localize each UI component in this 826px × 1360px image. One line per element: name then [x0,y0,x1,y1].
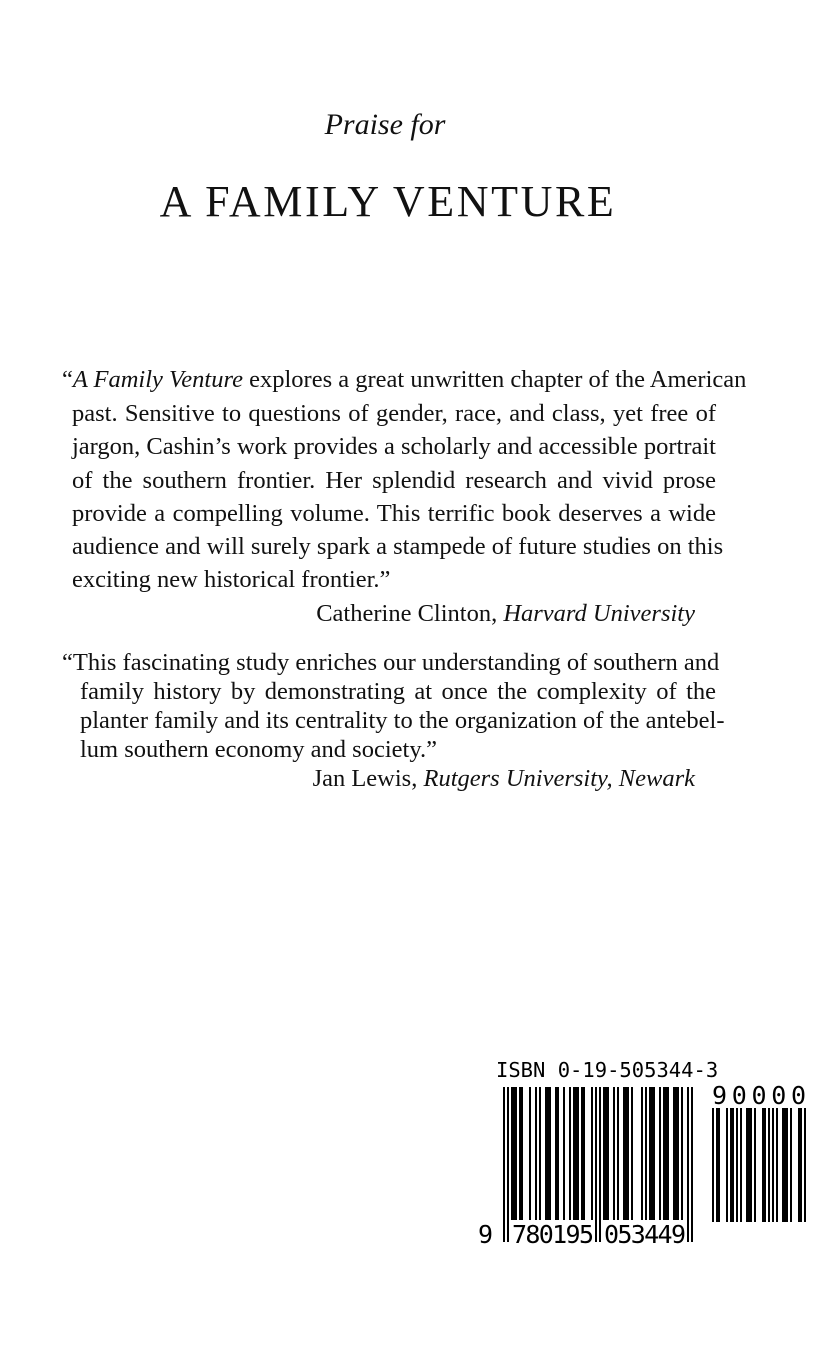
barcode-bar [581,1087,585,1220]
quote-line: lum southern economy and society.” [80,736,437,763]
barcode-bar [740,1108,742,1222]
barcode-bar [545,1087,551,1220]
barcode-bar [603,1087,609,1220]
quote-line: audience and will surely spark a stampede of future studies on this [72,533,724,560]
barcode-bar [762,1108,766,1222]
barcode-bar [663,1087,669,1220]
author-affiliation: Rutgers University, Newark [423,765,695,792]
barcode-bar [555,1087,559,1220]
quote-line: “This fascinating study enriches our understanding of southern and [62,649,720,676]
barcode-bar [772,1108,774,1222]
author-affiliation: Harvard University [503,600,695,627]
barcode-bar [539,1087,541,1220]
barcode-bar [736,1108,738,1222]
barcode-bar [623,1087,629,1220]
barcode-bar [519,1087,523,1220]
barcode-bar [511,1087,517,1220]
barcode-bar [712,1108,714,1222]
ean13-right-digits: 053449 [604,1220,686,1249]
barcode-bar [535,1087,537,1220]
barcode-bar [503,1087,505,1242]
barcode-bar [613,1087,615,1220]
barcode-bar [591,1087,593,1220]
quote-line: exciting new historical frontier.” [72,566,391,593]
barcode-bar [631,1087,633,1220]
barcode-bar [804,1108,806,1222]
barcode-bar [730,1108,734,1222]
barcode-bar [573,1087,579,1220]
barcode-bar [649,1087,655,1220]
barcode-bar [563,1087,565,1220]
barcode-bar [507,1087,509,1242]
barcode-bar [569,1087,571,1220]
barcode-bar [790,1108,792,1222]
barcode-bar [599,1087,601,1242]
quote-line: family history by demonstrating at once the complexity of the [80,678,716,705]
barcode-bar [776,1108,778,1222]
book-title-italic: A Family Venture [72,366,243,393]
quote-line: jargon, Cashin’s work provides a scholarly and accessible portrait [72,433,716,460]
ean13-bars [503,1087,693,1242]
quote-line: past. Sensitive to questions of gender, race, and class, yet free of [72,400,716,427]
barcode-bar [798,1108,802,1222]
quote-line: of the southern frontier. Her splendid research and vivid prose [72,467,716,494]
ean13-left-digits: 780195 [512,1220,594,1249]
barcode-bar [716,1108,720,1222]
barcode-bar [617,1087,619,1220]
author-name: Jan Lewis, [312,765,418,792]
barcode-bar [691,1087,693,1242]
ean13-first-digit: 9 [478,1220,494,1249]
addon-digits: 90000 [712,1081,806,1110]
author-name: Catherine Clinton, [316,600,498,627]
quote-line: provide a compelling volume. This terrific book deserves a wide [72,500,716,527]
barcode-bar [645,1087,647,1220]
barcode-bar [687,1087,689,1242]
isbn-label: ISBN 0-19-505344-3 [496,1058,719,1082]
quote-line: planter family and its centrality to the organization of the antebel- [80,707,725,734]
barcode-bar [641,1087,643,1220]
barcode-bar [726,1108,728,1222]
barcode-bar [746,1108,752,1222]
barcode-bar [595,1087,597,1242]
open-quote: “ [62,366,73,393]
barcode-bar [754,1108,756,1222]
quote-text: explores a great unwritten chapter of the American [242,366,747,393]
barcode-bar [673,1087,679,1220]
barcode-bar [782,1108,788,1222]
barcode-bar [529,1087,531,1220]
barcode-bar [659,1087,661,1220]
praise-for-heading: Praise for [324,108,446,141]
ean5-addon-bars [712,1108,806,1222]
barcode-bar [768,1108,770,1222]
barcode-bar [681,1087,683,1220]
book-title: A FAMILY VENTURE [159,177,617,226]
